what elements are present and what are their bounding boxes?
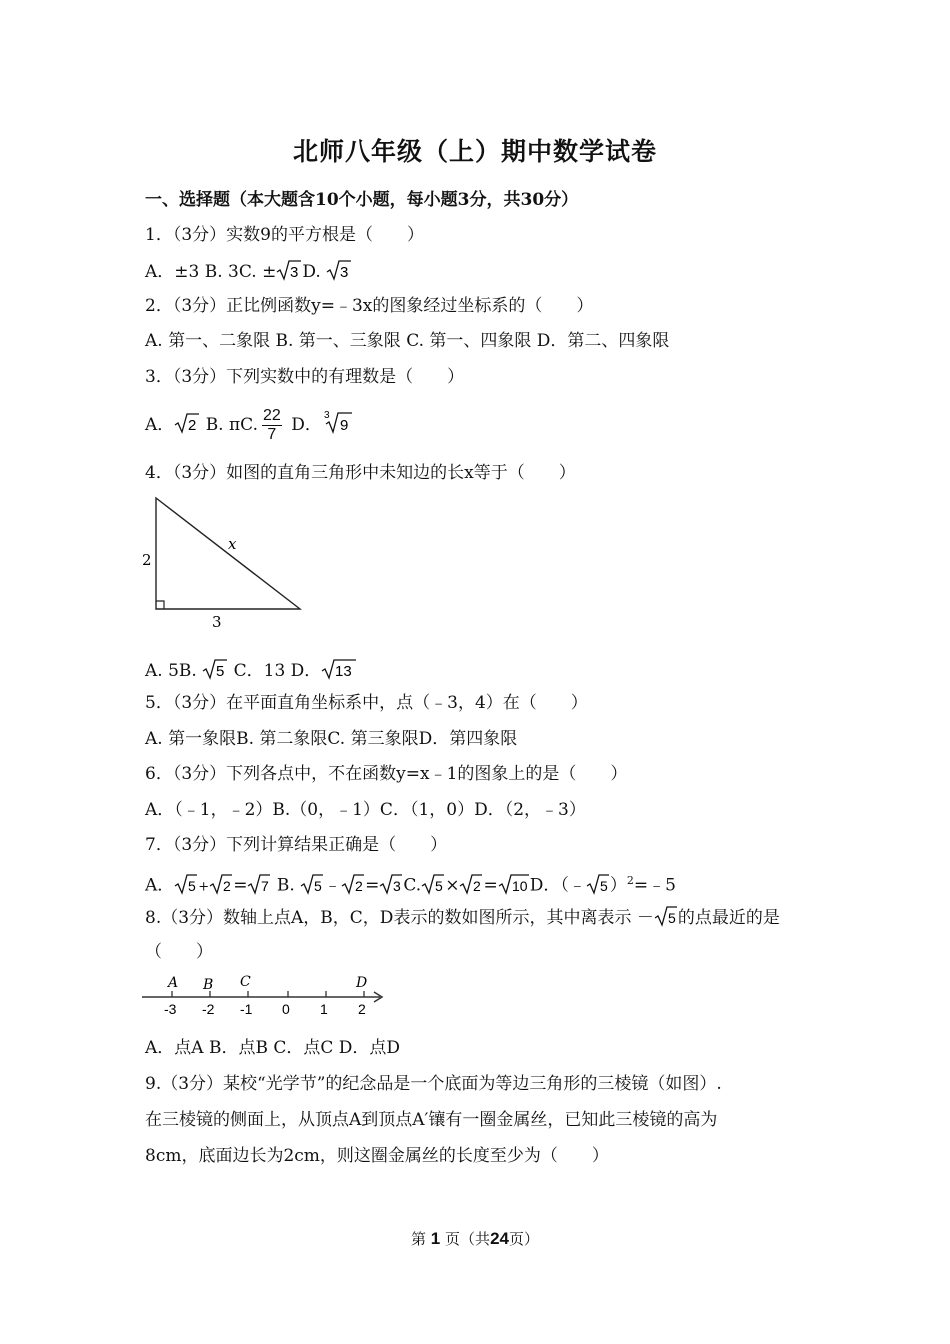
radicand: 3: [290, 264, 299, 281]
times-sign: ×: [445, 875, 460, 896]
sqrt-symbol: [421, 873, 445, 895]
tick-label: -3: [164, 1001, 177, 1017]
sqrt-symbol: [379, 873, 403, 895]
sqrt-symbol: [276, 259, 302, 281]
section-heading: 一、选择题（本大题含10个小题，每小题3分，共30分）: [145, 190, 579, 210]
option-c: C.: [240, 415, 258, 435]
question-5-options: A. 第一象限B. 第二象限C. 第三象限D．第四象限: [145, 729, 518, 749]
equals-sign: =: [365, 875, 380, 896]
question-5-stem: 5．（3分）在平面直角坐标系中，点（﹣3，4）在（ ）: [145, 693, 588, 713]
page-footer: [0, 1228, 950, 1249]
svg-text:2: 2: [223, 877, 231, 894]
option-d: D.: [302, 262, 321, 282]
option-c: C．13: [233, 661, 286, 681]
sqrt-symbol: [209, 873, 233, 895]
svg-text:2: 2: [188, 417, 197, 434]
point-label-b: B: [203, 977, 214, 993]
option-b: B. 3: [204, 262, 239, 282]
svg-text:7: 7: [261, 877, 270, 894]
stem-text: 8.（3分）数轴上点A，B，C，D表示的数如图所示，其中离表示: [145, 908, 632, 928]
tick-label: -2: [202, 1001, 215, 1017]
sqrt-symbol: [174, 873, 198, 895]
question-6-options: A．（﹣1，﹣2）B.（0，﹣1）C．（1，0）D．（2，﹣3）: [145, 800, 586, 820]
question-9-line-2: 在三棱镜的侧面上，从顶点A到顶点A′镶有一圈金属丝，已知此三棱镜的高为: [145, 1110, 718, 1130]
side-label-3: 3: [212, 613, 222, 631]
question-8-stem: [145, 905, 780, 929]
sqrt-symbol: [498, 873, 530, 895]
option-b: B.: [178, 661, 197, 681]
page-title: 北师八年级（上）期中数学试卷: [292, 137, 657, 166]
right-triangle-figure: [138, 492, 308, 632]
question-9-line-1: 9.（3分）某校“光学节”的纪念品是一个底面为等边三角形的三棱镜（如图）.: [145, 1074, 722, 1094]
tick-label: 2: [358, 1001, 366, 1017]
option-b: B.: [276, 875, 295, 896]
fraction: $\frac{22}{7}$: [262, 407, 281, 443]
sqrt-symbol: [326, 259, 352, 281]
total-pages: 24: [490, 1229, 509, 1248]
point-label-a: A: [168, 975, 179, 991]
hypotenuse-label: x: [228, 535, 237, 553]
svg-text:5: 5: [216, 663, 225, 680]
footer-text: 页）: [508, 1230, 539, 1248]
point-label-d: D: [356, 975, 368, 991]
stem-text: 的点最近的是: [677, 908, 780, 928]
question-3-stem: 3．（3分）下列实数中的有理数是（ ）: [145, 367, 465, 387]
option-c: C.: [403, 875, 422, 896]
svg-text:3: 3: [393, 877, 402, 894]
equals-sign: =: [483, 875, 498, 896]
sqrt-symbol: [174, 412, 200, 434]
svg-text:5: 5: [599, 877, 608, 894]
option-a: A．±3: [145, 262, 200, 282]
current-page: 1: [430, 1229, 441, 1248]
sqrt-symbol: [654, 905, 678, 927]
option-d: D．: [291, 415, 322, 435]
sqrt-symbol: [300, 873, 324, 895]
footer-text: 页（共: [445, 1230, 491, 1248]
option-a: A. 5: [145, 661, 179, 681]
minus-sign: ﹣: [324, 875, 342, 896]
sqrt-symbol: [247, 873, 271, 895]
svg-text:2: 2: [355, 877, 363, 894]
radicand: 3: [340, 264, 349, 281]
svg-text:2: 2: [473, 877, 482, 894]
question-2-stem: 2．（3分）正比例函数y=﹣3x的图象经过坐标系的（ ）: [145, 296, 594, 316]
sqrt-symbol: [586, 873, 610, 895]
svg-text:5: 5: [667, 910, 676, 926]
question-9-line-3: 8cm，底面边长为2cm，则这圈金属丝的长度至少为（ ）: [145, 1146, 609, 1166]
sqrt-symbol: [321, 658, 357, 680]
question-3-options: [145, 406, 354, 444]
sqrt-symbol: [459, 873, 483, 895]
tick-label: 0: [282, 1001, 290, 1017]
question-8-options: A．点A B．点B C．点C D．点D: [145, 1038, 401, 1058]
svg-text:5: 5: [188, 877, 197, 894]
tick-label: -1: [240, 1001, 253, 1017]
paren: ）: [609, 875, 627, 896]
sqrt-symbol: [341, 873, 365, 895]
exponent: 2: [626, 874, 634, 887]
option-b: B. π: [205, 415, 241, 435]
svg-text:3: 3: [323, 410, 330, 421]
point-label-c: C: [240, 974, 251, 990]
question-7-options: [145, 870, 676, 899]
question-4-stem: 4．（3分）如图的直角三角形中未知边的长x等于（ ）: [145, 463, 576, 483]
minus-sign: －: [636, 908, 654, 928]
svg-text:5: 5: [314, 877, 322, 894]
option-a: A．: [145, 875, 175, 896]
number-line-figure: [140, 970, 390, 1020]
plus-sign: +: [198, 879, 210, 895]
question-8-paren: （ ）: [145, 942, 213, 962]
question-7-stem: 7．（3分）下列计算结果正确是（ ）: [145, 835, 448, 855]
sqrt-symbol: [202, 658, 228, 680]
question-1-stem: 1．（3分）实数9的平方根是（ ）: [145, 225, 424, 245]
svg-text:5: 5: [435, 877, 444, 894]
question-6-stem: 6．（3分）下列各点中，不在函数y=x﹣1的图象上的是（ ）: [145, 764, 628, 784]
svg-text:13: 13: [335, 663, 352, 680]
option-d: D．: [290, 661, 322, 681]
cube-root-symbol: [322, 408, 354, 434]
question-2-options: A. 第一、二象限 B. 第一、三象限 C. 第一、四象限 D．第二、四象限: [145, 331, 670, 351]
footer-text: 第: [411, 1230, 427, 1248]
side-label-2: 2: [142, 551, 152, 569]
question-1-options: [145, 259, 352, 283]
svg-text:9: 9: [339, 417, 349, 434]
question-4-options: [145, 658, 357, 682]
equals-sign: =: [233, 875, 248, 896]
result: =﹣5: [633, 875, 676, 896]
svg-text:10: 10: [511, 877, 528, 894]
option-d: D．（﹣: [529, 875, 586, 896]
tick-label: 1: [320, 1001, 328, 1017]
option-c: C. ±: [238, 262, 277, 282]
option-a: A．: [145, 415, 175, 435]
